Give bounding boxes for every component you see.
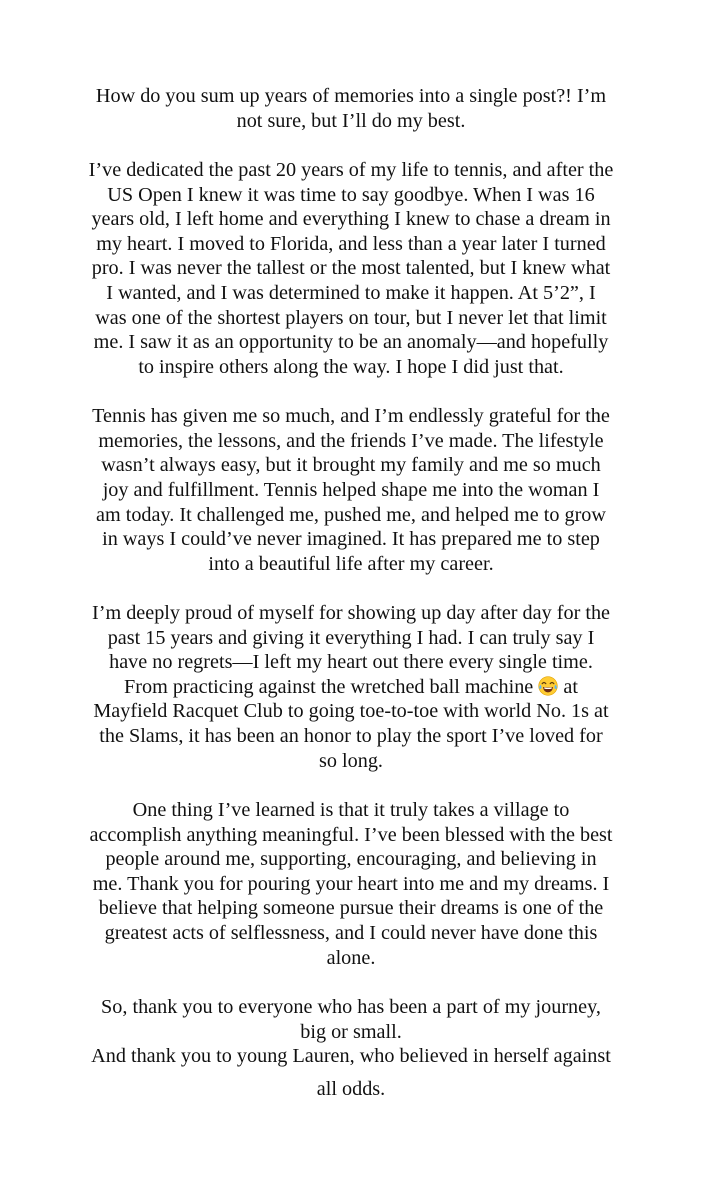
text-line: to inspire others along the way. I hope I did just that. (138, 355, 564, 378)
text-line: past 15 years and giving it everything I had. I can truly say I (107, 626, 595, 649)
text-line: accomplish anything meaningful. I’ve been blessed with the best (89, 823, 613, 846)
paragraph-gratitude (78, 404, 624, 576)
text-line: How do you sum up years of memories into a single post?! I’m (95, 85, 607, 107)
text-line: So, thank you to everyone who has been a part of my journey, (101, 995, 601, 1018)
paragraph-pride (78, 601, 624, 773)
retirement-note (78, 84, 624, 1126)
text-segment: at (563, 675, 578, 698)
text-line: alone. (326, 946, 376, 969)
text-line: I’ve dedicated the past 20 years of my life to tennis, and after the (88, 158, 614, 181)
text-line: all odds. (316, 1077, 386, 1100)
text-line: greatest acts of selflessness, and I could never have done this (104, 922, 598, 944)
text-line: believe that helping someone pursue their dreams is one of the (98, 897, 604, 920)
text-line: am today. It challenged me, pushed me, and helped me to grow (96, 503, 606, 526)
text-line: not sure, but I’ll do my best. (236, 109, 466, 132)
text-line: in ways I could’ve never imagined. It has prepared me to step (102, 528, 600, 551)
text-line: so long. (319, 749, 383, 772)
text-line: Mayfield Racquet Club to going toe-to-toe with world No. 1s at (93, 700, 609, 723)
text-line: One thing I’ve learned is that it truly takes a village to (132, 799, 570, 822)
text-line: joy and fulfillment. Tennis helped shape me into the woman I (102, 478, 600, 501)
text-line: I’m deeply proud of myself for showing up day after day for the (92, 602, 610, 625)
text-line: me. Thank you for pouring your heart into me and my dreams. I (92, 872, 610, 895)
text-line: my heart. I moved to Florida, and less than a year later I turned (96, 232, 606, 255)
text-line: memories, the lessons, and the friends I’ve made. The lifestyle (98, 429, 604, 452)
text-line: me. I saw it as an opportunity to be an anomaly—and hopefully (93, 331, 609, 354)
text-line: pro. I was never the tallest or the most talented, but I knew what (91, 257, 611, 280)
text-line: into a beautiful life after my career. (208, 552, 494, 575)
text-line: have no regrets—I left my heart out there every single time. (109, 651, 593, 674)
text-line: was one of the shortest players on tour, but I never let that limit (95, 306, 607, 329)
text-line: big or small. (300, 1020, 402, 1043)
text-line: I wanted, and I was determined to make it happen. At 5’2”, I (106, 281, 596, 304)
face-with-tears-of-joy-emoji (538, 676, 558, 696)
text-line: US Open I knew it was time to say goodbye. When I was 16 (107, 183, 595, 206)
text-line: Tennis has given me so much, and I’m endlessly grateful for the (92, 405, 610, 428)
text-line: years old, I left home and everything I knew to chase a dream in (91, 208, 611, 231)
text-line: the Slams, it has been an honor to play the sport I’ve loved for (99, 725, 603, 748)
paragraph-career (78, 158, 624, 379)
paragraph-village (78, 798, 624, 970)
text-line: wasn’t always easy, but it brought my family and me so much (101, 454, 601, 477)
emoji-text-line (78, 675, 624, 700)
text-segment: From practicing against the wretched ball machine (124, 675, 534, 698)
paragraph-intro (78, 84, 624, 133)
text-line: people around me, supporting, encouraging, and believing in (105, 848, 597, 871)
text-line: And thank you to young Lauren, who believed in herself against (91, 1045, 611, 1068)
paragraph-thanks (78, 995, 624, 1101)
